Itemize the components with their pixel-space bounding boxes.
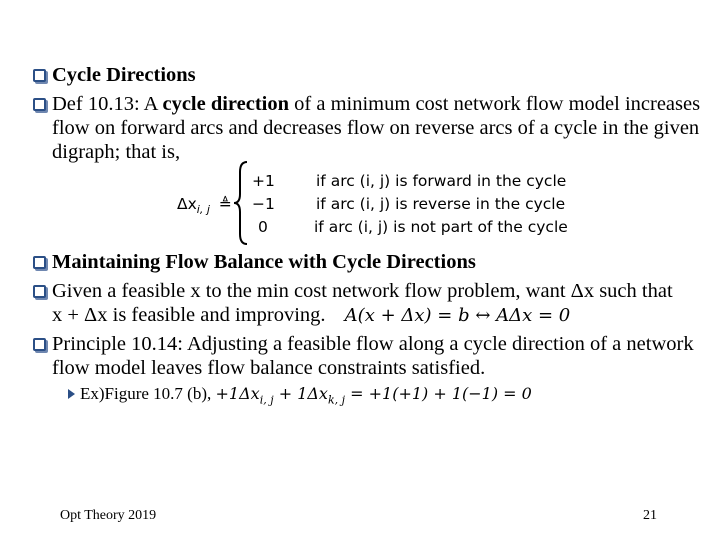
definition-prefix: Def 10.13: A (52, 93, 163, 115)
bullet-icon (33, 338, 46, 351)
example-term-1: +1Δx (215, 384, 260, 403)
bullet-icon (33, 69, 46, 82)
example-prefix: Ex)Figure 10.7 (b), (80, 384, 216, 403)
bullet-icon (33, 256, 46, 269)
bullet-icon (33, 98, 46, 111)
case-value: +1 (252, 172, 275, 190)
arrowhead-bullet-icon (68, 389, 75, 399)
example-result: = +1(+1) + 1(−1) = 0 (345, 384, 532, 403)
definition-rest: of a minimum cost network flow model increases (289, 93, 701, 115)
definition-line-1 (52, 93, 700, 115)
bullet-icon (33, 285, 46, 298)
heading-flow-balance: Maintaining Flow Balance with Cycle Directions (52, 251, 476, 273)
given-line-1: Given a feasible x to the min cost network flow problem, want Δx such that (52, 280, 673, 302)
given-line-2 (52, 304, 570, 327)
example-term-2: + 1Δx (273, 384, 328, 403)
footer-title: Opt Theory 2019 (60, 508, 157, 523)
definition-line-3: digraph; that is, (52, 141, 181, 163)
case-condition: if arc (i, j) is reverse in the cycle (316, 195, 566, 213)
case-row-not-part (258, 218, 568, 236)
definition-line-2: flow on forward arcs and decreases flow on reverse arcs of a cycle in the given (52, 117, 700, 139)
given-equation: A(x + Δx) = b ↔ AΔx = 0 (344, 305, 571, 326)
case-row-reverse (252, 195, 565, 213)
defined-as-symbol: ≜ (218, 195, 232, 213)
principle-line-2: flow model leaves flow balance constraints satisfied. (52, 357, 486, 379)
delta-x-symbol: Δx (177, 195, 197, 213)
page-number: 21 (643, 508, 657, 523)
heading-cycle-directions: Cycle Directions (52, 64, 196, 86)
example-sub-1: i, j (259, 393, 274, 407)
case-value: 0 (258, 218, 268, 236)
case-condition: if arc (i, j) is not part of the cycle (314, 218, 568, 236)
cases-lhs (177, 195, 232, 216)
example-sub-2: k, j (327, 393, 346, 407)
case-value: −1 (252, 195, 275, 213)
definition-term: cycle direction (162, 93, 290, 115)
case-row-forward (252, 172, 566, 190)
case-condition: if arc (i, j) is forward in the cycle (316, 172, 567, 190)
principle-line-1: Principle 10.14: Adjusting a feasible flow along a cycle direction of a network (52, 333, 694, 355)
given-text: x + Δx is feasible and improving. (52, 304, 326, 326)
delta-x-subscript: i, j (196, 203, 210, 217)
left-brace-icon (232, 160, 250, 246)
example-line (80, 383, 532, 411)
